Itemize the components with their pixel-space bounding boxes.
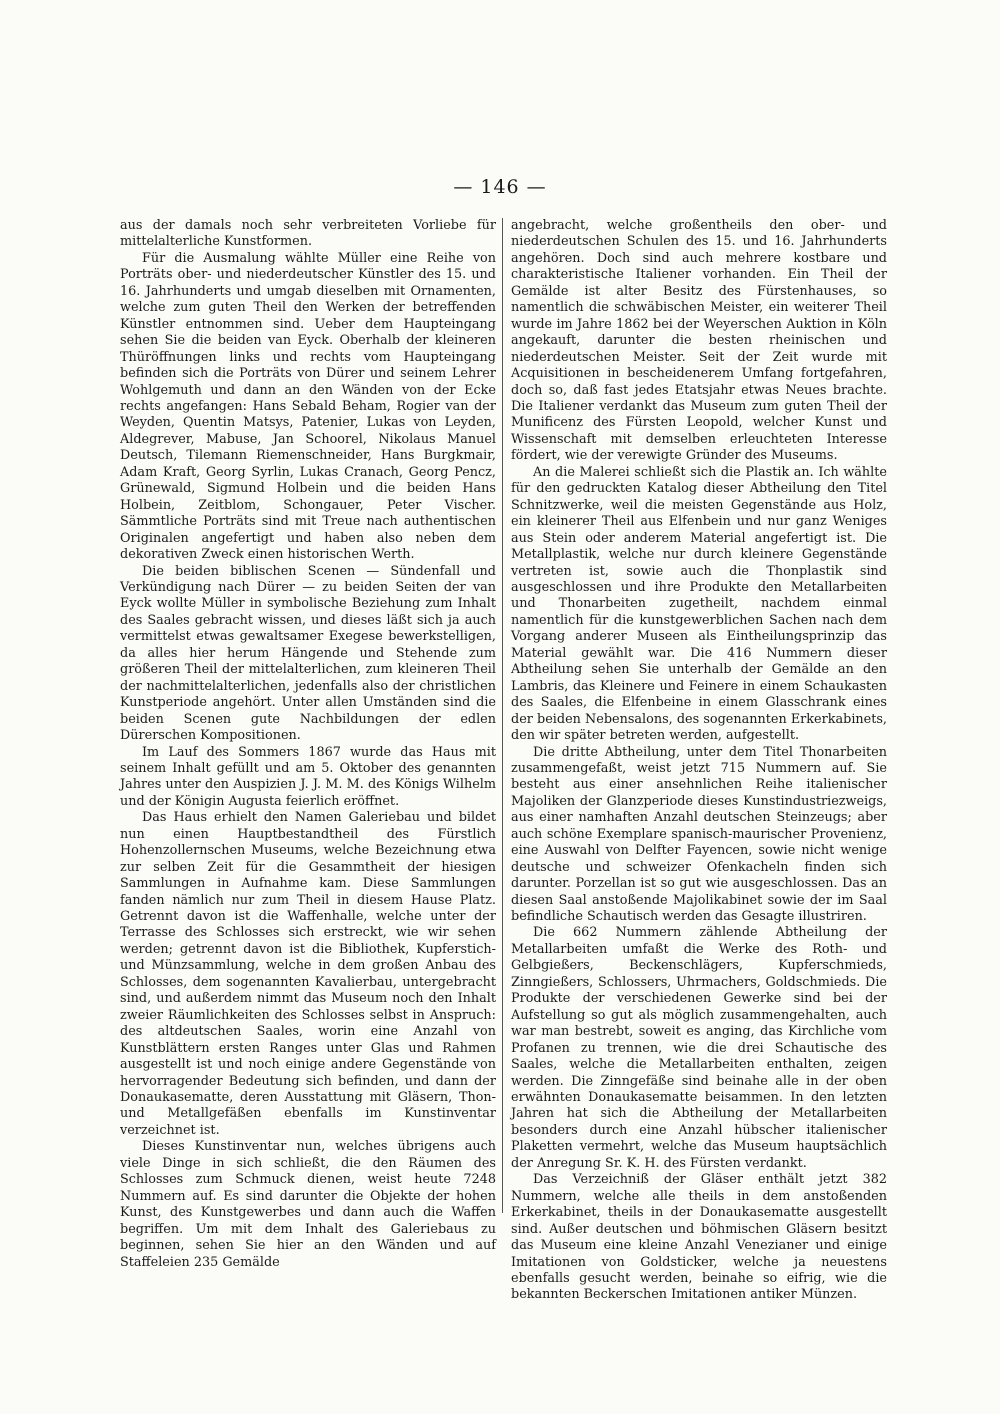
- paragraph: Im Lauf des Sommers 1867 wurde das Haus mit seinem Inhalt gefüllt und am 5. Oktober des genannten Jahres unter den Auspizien J. J. M. M. des Königs Wilhelm und der Königin Augusta feierlich eröffnet.: [120, 744, 496, 809]
- page-number: — 146 —: [453, 176, 547, 198]
- paragraph: An die Malerei schließt sich die Plastik an. Ich wählte für den gedruckten Katalog dieser Abtheilung den Titel Schnitzwerke, weil die meisten Gegenstände aus Holz, ein kleinerer Theil aus Elfenbein und nur ganz Weniges aus Stein oder anderem Material angefertigt ist. Die Metallplastik, welche nur durch kleinere Gegenstände vertreten ist, sowie auch die Thonplastik sind ausgeschlossen und ihre Produkte den Metallarbeiten und Thonarbeiten zugetheilt, nachdem einmal namentlich für die kunstgewerblichen Sachen nach dem Vorgang anderer Museen als Eintheilungsprinzip das Material gewählt war. Die 416 Nummern dieser Abtheilung sehen Sie unterhalb der Gemälde an den Lambris, das Kleinere und Feinere in einem Schaukasten des Saales, die Elfenbeine in einem Glasschrank eines der beiden Nebensalons, des sogenannten Erkerkabinets, den wir später betreten werden, aufgestellt.: [511, 464, 887, 744]
- paragraph: Das Haus erhielt den Namen Galeriebau und bildet nun einen Hauptbestandtheil des Fürstlich Hohenzollernschen Museums, welche Bezeichnung etwa zur selben Zeit für die Gesammtheit der hiesigen Sammlungen in Aufnahme kam. Diese Sammlungen fanden nämlich nur zum Theil in diesem Hause Platz. Getrennt davon ist die Waffenhalle, welche unter der Terrasse des Schlosses sich erstreckt, wie wir sehen werden; getrennt davon ist die Bibliothek, Kupferstich- und Münzsammlung, welche in dem großen Anbau des Schlosses, dem sogenannten Kavalierbau, untergebracht sind, und außerdem nimmt das Museum noch den Inhalt zweier Räumlichkeiten des Schlosses selbst in Anspruch: des altdeutschen Saales, worin eine Anzahl von Kunstblättern ersten Ranges unter Glas und Rahmen ausgestellt ist und noch einige andere Gegenstände von hervorragender Bedeutung sich befinden, und dann der Donaukasematte, deren Ausstattung mit Gläsern, Thon- und Metallgefäßen ebenfalls im Kunstinventar verzeichnet ist.: [120, 810, 496, 1138]
- left-column: [120, 218, 496, 1271]
- paragraph: Die beiden biblischen Scenen — Sündenfall und Verkündigung nach Dürer — zu beiden Seiten der van Eyck wollte Müller in symbolische Beziehung zum Inhalt des Saales gebracht wissen, und dieses läßt sich ja auch vermittelst etwas gewaltsamer Exegese bewerkstelligen, da alles hier herum Hängende und Stehende zum größeren Theil der mittelalterlichen, zum kleineren Theil der nachmittelalterlichen, jedenfalls also der christlichen Kunstperiode angehört. Unter allen Umständen sind die beiden Scenen gute Nachbildungen der edlen Dürerschen Kompositionen.: [120, 563, 496, 744]
- paragraph: Für die Ausmalung wählte Müller eine Reihe von Porträts ober- und niederdeutscher Künstler des 15. und 16. Jahrhunderts und umgab dieselben mit Ornamenten, welche zum guten Theil den Werken der betreffenden Künstler entnommen sind. Ueber dem Haupteingang sehen Sie die beiden van Eyck. Oberhalb der kleineren Thüröffnungen links und rechts vom Haupteingang befinden sich die Porträts von Dürer und seinem Lehrer Wohlgemuth und dann an den Wänden von der Ecke rechts angefangen: Hans Sebald Beham, Rogier van der Weyden, Quentin Matsys, Patenier, Lukas von Leyden, Aldegrever, Mabuse, Jan Schoorel, Nikolaus Manuel Deutsch, Tilemann Riemenschneider, Hans Burgkmair, Adam Kraft, Georg Syrlin, Lukas Cranach, Georg Pencz, Grünewald, Sigmund Holbein und die beiden Hans Holbein, Zeitblom, Schongauer, Peter Vischer. Sämmtliche Porträts sind mit Treue nach authentischen Originalen angefertigt und haben also neben dem dekorativen Zweck einen historischen Werth.: [120, 250, 496, 563]
- paragraph: aus der damals noch sehr verbreiteten Vorliebe für mittelalterliche Kunstformen.: [120, 218, 496, 250]
- paragraph: Die 662 Nummern zählende Abtheilung der Metallarbeiten umfaßt die Werke des Roth- und Gelbgießers, Beckenschlägers, Kupferschmieds, Zinngießers, Schlossers, Uhrmachers, Goldschmieds. Die Produkte der verschiedenen Gewerke sind bei der Aufstellung so gut als möglich zusammengehalten, auch war man bestrebt, soweit es anging, das Kirchliche vom Profanen zu trennen, wie die drei Schautische des Saales, welche die Metallarbeiten enthalten, zeigen werden. Die Zinngefäße sind beinahe alle in der oben erwähnten Donaukasematte beisammen. In den letzten Jahren hat sich die Abtheilung der Metallarbeiten besonders durch eine Anzahl hübscher italienischer Plaketten vermehrt, welche das Museum hauptsächlich der Anregung Sr. K. H. des Fürsten verdankt.: [511, 925, 887, 1171]
- paragraph: Dieses Kunstinventar nun, welches übrigens auch viele Dinge in sich schließt, die den Räumen des Schlosses zum Schmuck dienen, weist heute 7248 Nummern auf. Es sind darunter die Objekte der hohen Kunst, des Kunstgewerbes und dann auch die Waffen begriffen. Um mit dem Inhalt des Galeriebaus zu beginnen, sehen Sie hier an den Wänden und auf Staffeleien 235 Gemälde: [120, 1139, 496, 1270]
- column-divider: [502, 218, 503, 1213]
- paragraph: angebracht, welche großentheils den ober- und niederdeutschen Schulen des 15. und 16. Jahrhunderts angehören. Doch sind auch mehrere kostbare und charakteristische Italiener vorhanden. Ein Theil der Gemälde ist alter Besitz des Fürstenhauses, so namentlich die schwäbischen Meister, ein weiterer Theil wurde im Jahre 1862 bei der Weyerschen Auktion in Köln angekauft, darunter die besten rheinischen und niederdeutschen Meister. Seit der Zeit wurde mit Acquisitionen in bescheidenerem Umfang fortgefahren, doch so, daß fast jedes Etatsjahr etwas Neues brachte. Die Italiener verdankt das Museum zum guten Theil der Munificenz des Fürsten Leopold, welcher Kunst und Wissenschaft mit demselben erleuchteten Interesse fördert, wie der verewigte Gründer des Museums.: [511, 218, 887, 464]
- paragraph: Das Verzeichniß der Gläser enthält jetzt 382 Nummern, welche alle theils in dem anstoßenden Erkerkabinet, theils in der Donaukasematte ausgestellt sind. Außer deutschen und böhmischen Gläsern besitzt das Museum eine kleine Anzahl Venezianer und einige Imitationen von Goldsticker, welche ja neuestens ebenfalls gesucht werden, beinahe so eifrig, wie die bekannten Beckerschen Imitationen antiker Münzen.: [511, 1172, 887, 1303]
- right-column: [511, 218, 887, 1304]
- paragraph: Die dritte Abtheilung, unter dem Titel Thonarbeiten zusammengefaßt, weist jetzt 715 Nummern auf. Sie besteht aus einer ansehnlichen Reihe italienischer Majoliken der Glanzperiode dieses Kunstindustriezweigs, aus einer namhaften Anzahl deutschen Steinzeugs; aber auch schöne Exemplare spanisch-maurischer Provenienz, eine Auswahl von Delfter Fayencen, sowie nicht wenige deutsche und schweizer Ofenkacheln finden sich darunter. Porzellan ist so gut wie ausgeschlossen. Das an diesen Saal anstoßende Majolikabinet sowie der im Saal befindliche Schautisch werden das Gesagte illustriren.: [511, 744, 887, 925]
